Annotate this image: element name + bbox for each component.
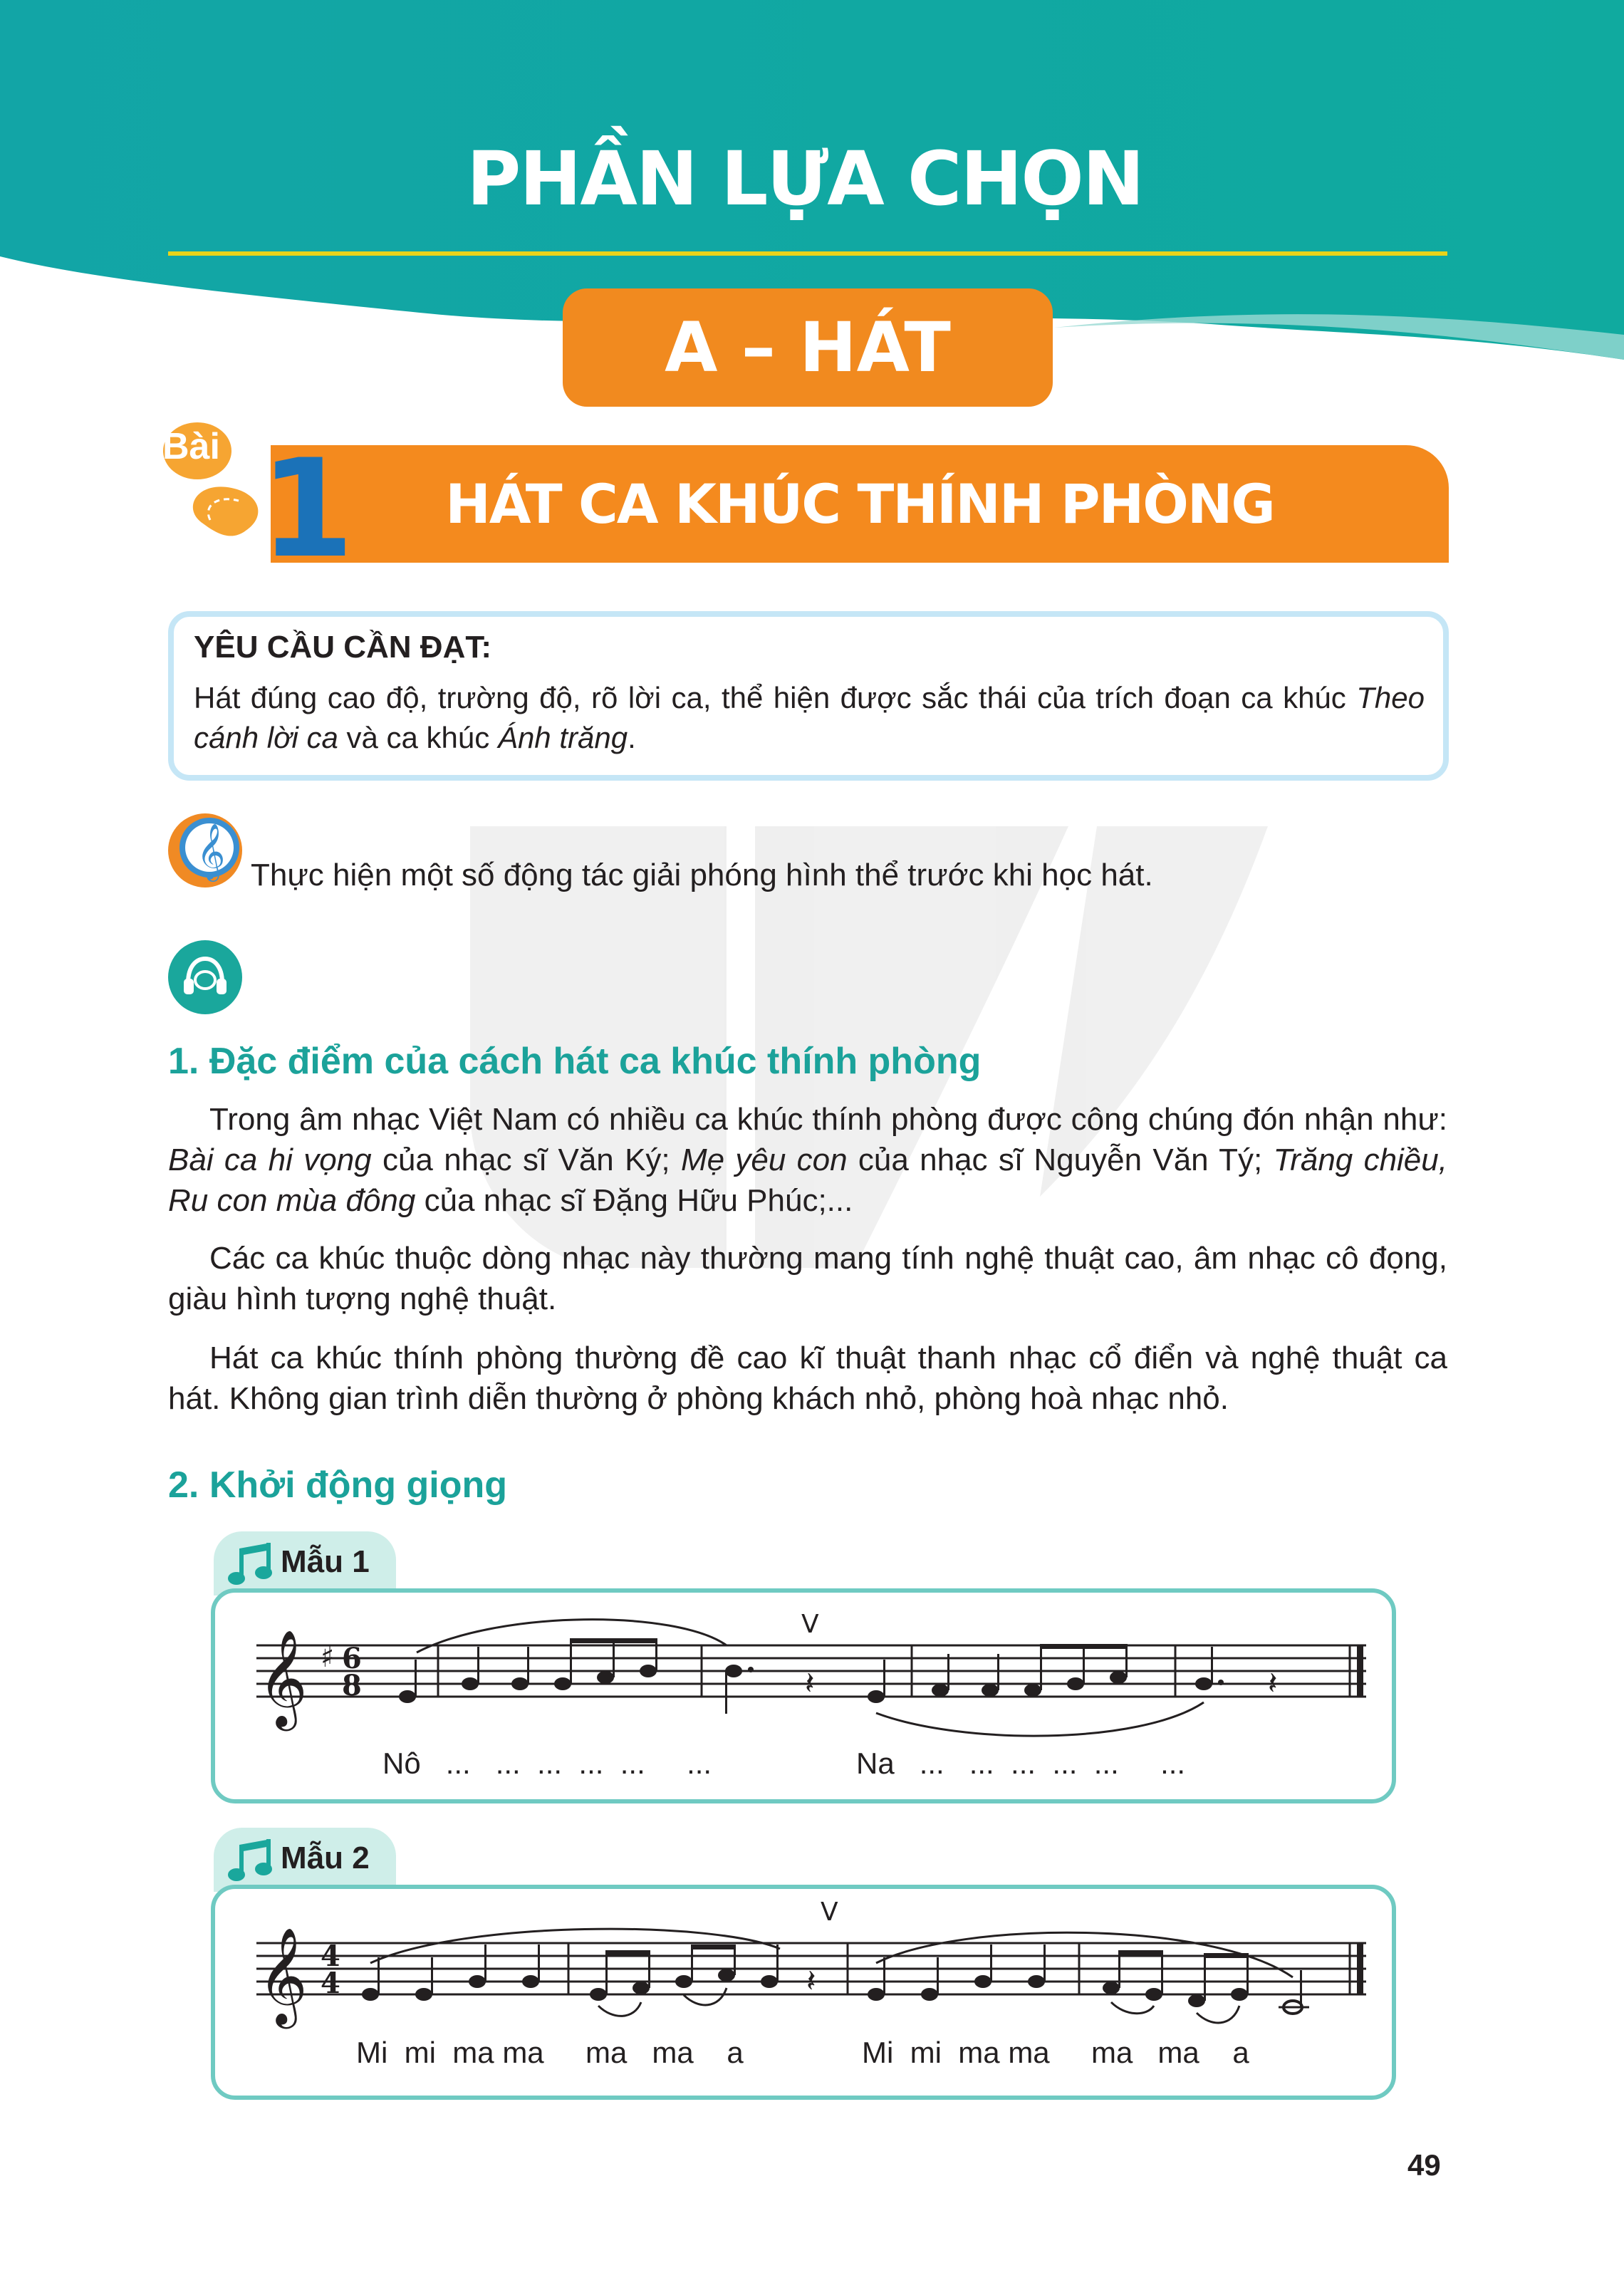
section-1-heading: 1. Đặc điểm của cách hát ca khúc thính phòng [168, 1041, 982, 1082]
para-text: của nhạc sĩ Nguyễn Văn Tý; [847, 1142, 1274, 1177]
svg-text:𝄞: 𝄞 [197, 823, 226, 880]
req-text-part: và ca khúc [338, 721, 498, 754]
sample-1-staff [249, 1596, 1375, 1759]
beamed-notes-icon [227, 1835, 276, 1885]
section-2-heading: 2. Khởi động giọng [168, 1464, 507, 1506]
para-text: của nhạc sĩ Văn Ký; [371, 1142, 681, 1177]
section-label: A – HÁT [563, 288, 1053, 407]
warmup-instruction: Thực hiện một số động tác giải phóng hình thể trước khi học hát. [251, 858, 1153, 892]
lesson-title: HÁT CA KHÚC THÍNH PHÒNG [445, 472, 1274, 536]
song-title: Mẹ yêu con [680, 1142, 848, 1177]
song-title: Theo cánh lời ca [194, 681, 1425, 754]
section-1-paragraph-2: Các ca khúc thuộc dòng nhạc này thường mang tính nghệ thuật cao, âm nhạc cô đọng, giàu hình tượng nghệ thuật. [168, 1241, 1447, 1316]
song-title: Trăng chiều, Ru con mùa đông [168, 1142, 1447, 1218]
time-sig-bottom: 8 [342, 1669, 362, 1702]
svg-text:𝄞: 𝄞 [258, 1628, 308, 1727]
svg-text:𝄽: 𝄽 [805, 1665, 815, 1702]
svg-text:𝄽: 𝄽 [806, 1963, 816, 1999]
sample-2-lyrics-b: Mi mi ma ma ma ma a [862, 2036, 1249, 2069]
requirements-text [194, 678, 1425, 758]
lesson-prefix: Bài [162, 426, 220, 467]
breath-mark: V [821, 1898, 838, 1927]
lesson-number: 1 [260, 430, 355, 588]
time-sig-bottom: 4 [321, 1967, 340, 2000]
music-note-icon [167, 812, 244, 889]
requirements-heading: YÊU CẦU CẦN ĐẠT: [194, 630, 491, 665]
part-title: PHẦN LỰA CHỌN [467, 135, 1143, 222]
sample-2-label: Mẫu 2 [281, 1841, 370, 1875]
time-sig-top: 4 [321, 1940, 340, 1973]
req-text-part: . [628, 721, 636, 754]
page-number: 49 [1407, 2148, 1441, 2182]
time-sig-top: 6 [342, 1642, 362, 1675]
brain-headphones-icon [167, 939, 244, 1016]
song-title: Ánh trăng [497, 721, 628, 754]
sample-1-lyrics-b: Na ... ... ... ... ... ... [856, 1747, 1186, 1780]
para-text: của nhạc sĩ Đặng Hữu Phúc;... [415, 1183, 853, 1218]
svg-text:𝄞: 𝄞 [258, 1926, 308, 2024]
section-1-paragraph-3: Hát ca khúc thính phòng thường đề cao kĩ thuật thanh nhạc cổ điển và nghệ thuật ca hát. Không gian trình diễn thường ở phòng khách nhỏ, phòng hoà nhạc nhỏ. [168, 1341, 1447, 1416]
song-title: Bài ca hi vọng [168, 1142, 372, 1177]
sample-2-staff [249, 1892, 1375, 2056]
breath-mark: V [801, 1610, 819, 1639]
svg-text:♯: ♯ [321, 1641, 335, 1674]
para-text: Trong âm nhạc Việt Nam có nhiều ca khúc thính phòng được công chúng đón nhận như: [209, 1102, 1447, 1137]
req-text-part: Hát đúng cao độ, trường độ, rõ lời ca, thể hiện được sắc thái của trích đoạn ca khúc [194, 681, 1357, 714]
sample-2-lyrics-a: Mi mi ma ma ma ma a [356, 2036, 744, 2069]
sample-1-label: Mẫu 1 [281, 1544, 370, 1579]
svg-text:𝄽: 𝄽 [1268, 1665, 1278, 1702]
beamed-notes-icon [227, 1539, 276, 1588]
title-divider [168, 251, 1447, 256]
sample-1-lyrics-a: Nô ... ... ... ... ... ... [382, 1747, 712, 1780]
section-1-paragraph-1 [168, 1099, 1447, 1221]
